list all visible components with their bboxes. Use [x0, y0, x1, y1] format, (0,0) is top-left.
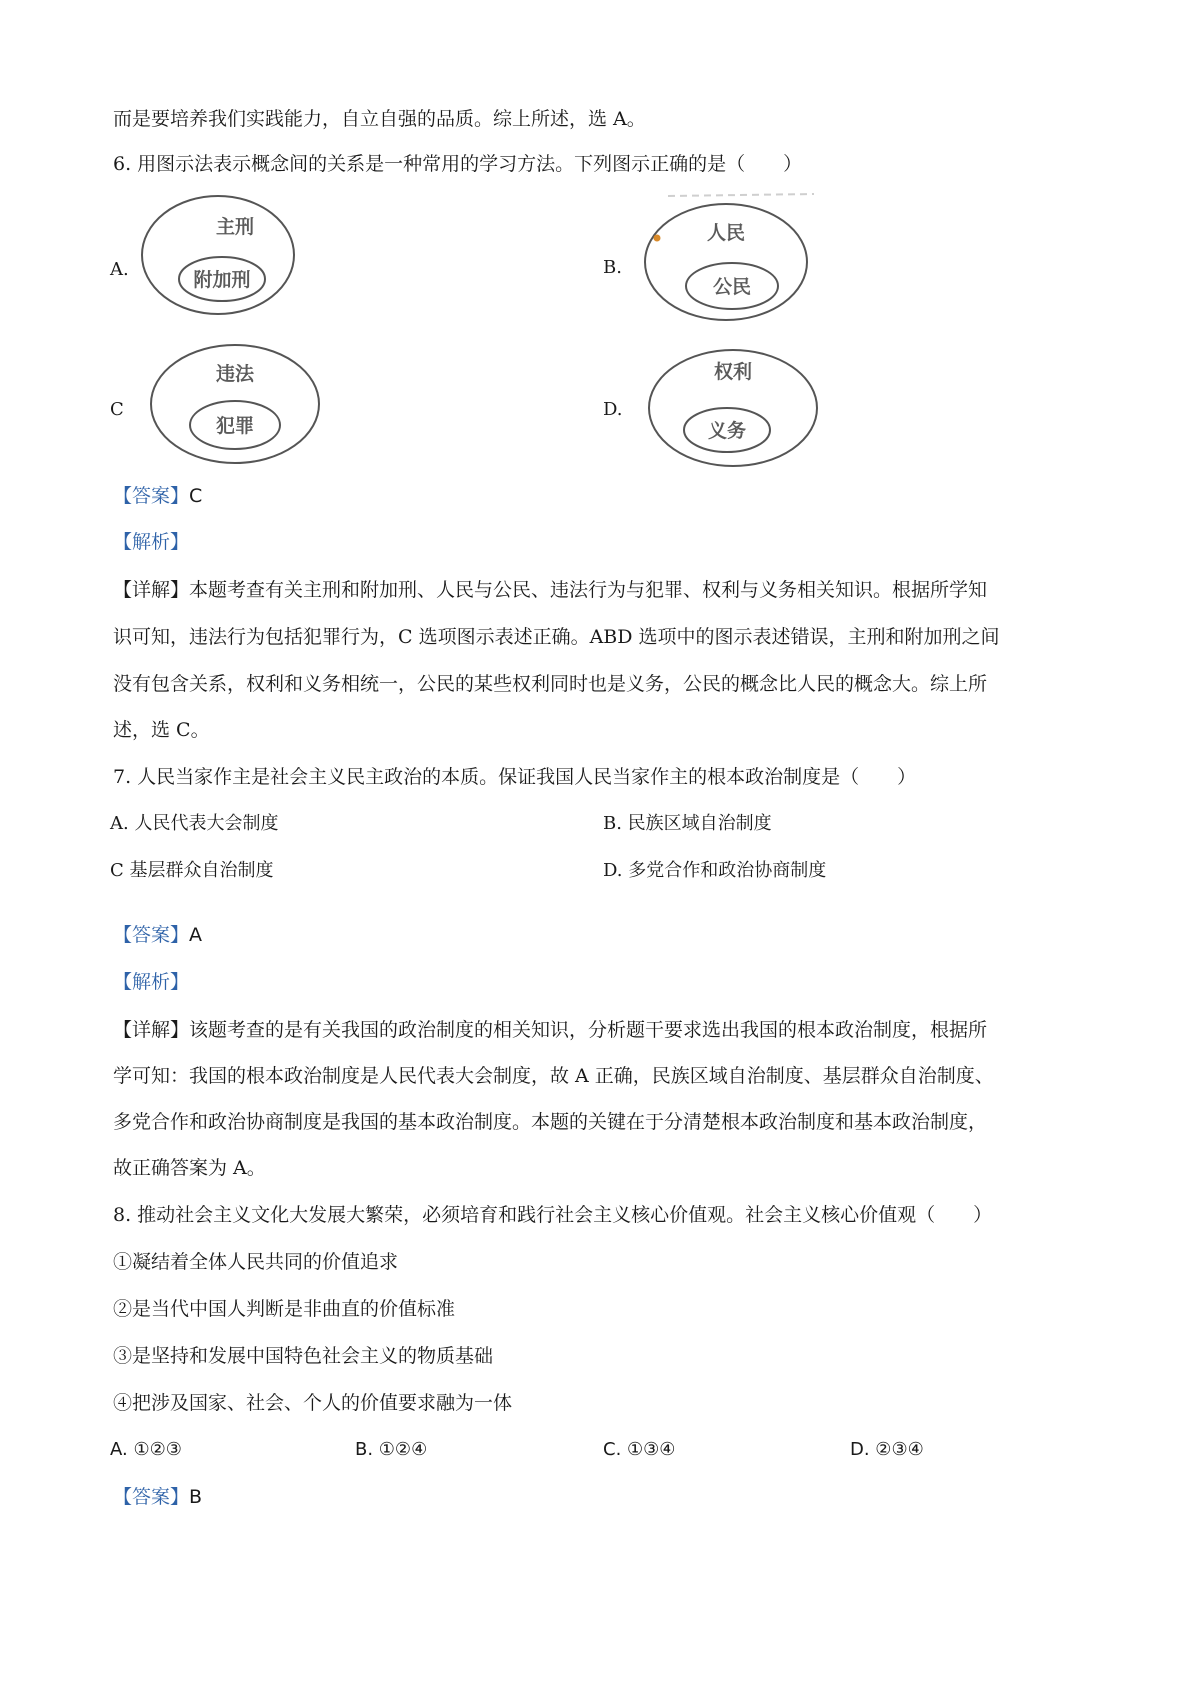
q6-option-a-letter[interactable]: A.	[110, 259, 129, 280]
q7-analysis-label: 【解析】	[113, 971, 190, 993]
q7-stem: 7. 人民当家作主是社会主义民主政治的本质。保证我国人民当家作主的根本政治制度是（ ）	[113, 766, 917, 788]
q6-c-outer-label: 违法	[215, 363, 255, 385]
q7-option-c[interactable]: C 基层群众自治制度	[110, 860, 274, 881]
q6-analysis-label: 【解析】	[113, 531, 190, 553]
q6-detail-line-2: 识可知，违法行为包括犯罪行为，C 选项图示表述正确。ABD 选项中的图示表述错误，主刑和附加刑之间	[113, 626, 1000, 648]
q6-detail-text-1: 本题考查有关主刑和附加刑、人民与公民、违法行为与犯罪、权利与义务相关知识。根据所学知	[189, 579, 988, 601]
q8-stem: 8. 推动社会主义文化大发展大繁荣，必须培育和践行社会主义核心价值观。社会主义核心价值观（ ）	[113, 1204, 993, 1226]
q8-answer-value: B	[189, 1486, 203, 1508]
q8-option-d[interactable]: D. ②③④	[850, 1439, 924, 1460]
q6-detail-line-4: 述，选 C。	[113, 719, 210, 741]
q6-detail-line-3: 没有包含关系，权利和义务相统一，公民的某些权利同时也是义务，公民的概念比人民的概念大。综上所	[113, 673, 988, 695]
q6-option-c-letter[interactable]: C	[110, 399, 124, 420]
q8-option-c[interactable]: C. ①③④	[603, 1439, 676, 1460]
q6-answer-label: 【答案】	[113, 485, 190, 507]
q6-detail-label: 【详解】	[113, 579, 190, 601]
q6-answer-row	[113, 484, 202, 508]
q7-detail-line-2: 学可知：我国的根本政治制度是人民代表大会制度，故 A 正确，民族区域自治制度、基层群众自治制度、	[113, 1065, 994, 1087]
q8-answer-row	[113, 1485, 202, 1509]
intro-tail: 而是要培养我们实践能力，自立自强的品质。综上所述，选 A。	[113, 108, 646, 130]
q7-option-b[interactable]: B. 民族区域自治制度	[603, 813, 772, 834]
q8-statement-3: ③是坚持和发展中国特色社会主义的物质基础	[113, 1345, 494, 1367]
q6-a-inner-label: 附加刑	[193, 269, 251, 291]
q6-c-inner-label: 犯罪	[215, 415, 255, 437]
q6-option-d-letter[interactable]: D.	[603, 399, 623, 420]
q7-detail-label: 【详解】	[113, 1019, 190, 1041]
q7-detail-line-4: 故正确答案为 A。	[113, 1157, 266, 1179]
q6-d-inner-label: 义务	[707, 420, 747, 442]
q7-option-d[interactable]: D. 多党合作和政治协商制度	[603, 860, 827, 881]
q8-option-b[interactable]: B. ①②④	[355, 1439, 428, 1460]
q8-option-a[interactable]: A. ①②③	[110, 1439, 182, 1460]
q6-stem: 6. 用图示法表示概念间的关系是一种常用的学习方法。下列图示正确的是（ ）	[113, 153, 803, 175]
q6-answer-value: C	[189, 485, 203, 507]
orange-dot-mark	[654, 235, 661, 242]
q7-detail-line-1	[113, 1018, 987, 1042]
q8-statement-4: ④把涉及国家、社会、个人的价值要求融为一体	[113, 1392, 513, 1414]
q6-d-outer-label: 权利	[713, 361, 753, 383]
q7-answer-label: 【答案】	[113, 924, 190, 946]
q8-statement-2: ②是当代中国人判断是非曲直的价值标准	[113, 1298, 456, 1320]
q7-detail-text-1: 该题考查的是有关我国的政治制度的相关知识，分析题干要求选出我国的根本政治制度，根据所	[189, 1019, 988, 1041]
q7-detail-line-3: 多党合作和政治协商制度是我国的基本政治制度。本题的关键在于分清楚根本政治制度和基本政治制度，	[113, 1111, 988, 1133]
q6-a-outer-label: 主刑	[215, 216, 255, 238]
q6-diagram-b[interactable]	[638, 188, 814, 334]
q7-option-a[interactable]: A. 人民代表大会制度	[110, 813, 279, 834]
q8-statement-1: ①凝结着全体人民共同的价值追求	[113, 1251, 399, 1273]
q6-option-b-letter[interactable]: B.	[603, 257, 622, 278]
q6-diagram-d[interactable]	[645, 345, 821, 475]
q6-detail-line-1	[113, 578, 987, 602]
q6-diagram-a[interactable]	[140, 194, 296, 320]
q8-answer-label: 【答案】	[113, 1486, 190, 1508]
q6-b-outer-label: 人民	[706, 222, 746, 244]
q7-answer-value: A	[189, 924, 203, 946]
q7-answer-row	[113, 923, 202, 947]
q6-b-inner-label: 公民	[712, 276, 752, 298]
q6-diagram-c[interactable]	[147, 341, 323, 471]
